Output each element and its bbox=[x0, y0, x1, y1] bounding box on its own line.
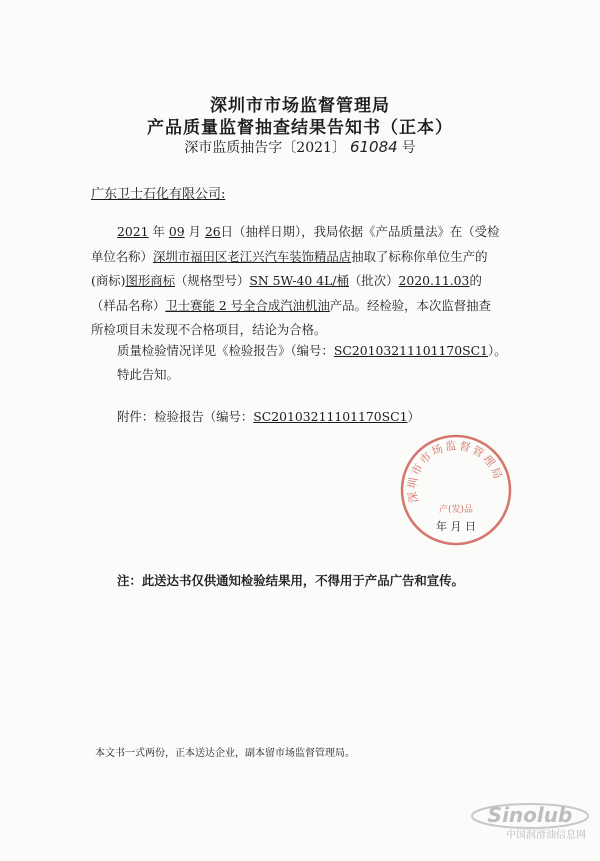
attachment-prefix: 附件：检验报告（编号： bbox=[117, 409, 254, 424]
document-title: 产品质量监督抽查结果告知书（正本） bbox=[147, 118, 453, 138]
report-line-suffix: ）。 bbox=[488, 343, 507, 358]
attachment-report-number: SC20103211101170SC1 bbox=[253, 409, 408, 424]
seal-stamp-label: 产(发)品 bbox=[438, 505, 474, 515]
report-number: SC20103211101170SC1 bbox=[333, 343, 489, 358]
batch: 2020.11.03 bbox=[398, 273, 470, 288]
sampling-day: 26 bbox=[204, 224, 221, 239]
text-batch: （批次） bbox=[348, 273, 399, 288]
watermark-site: 中国润滑油信息网 bbox=[506, 830, 586, 841]
text-year: 年 bbox=[148, 224, 169, 239]
usage-note: 注：此送达书仅供通知检验结果用，不得用于产品广告和宣传。 bbox=[117, 573, 464, 588]
addressee: 广东卫士石化有限公司: bbox=[91, 187, 226, 202]
agency-title: 深圳市市场监督管理局 bbox=[210, 96, 390, 116]
sampling-year: 2021 bbox=[117, 224, 149, 239]
seal-date: 年 月 日 bbox=[436, 520, 476, 533]
watermark-logo: Sinolub bbox=[487, 803, 573, 827]
text-month: 月 bbox=[184, 224, 205, 239]
seal-text: 深圳市市场监督管理局 bbox=[405, 439, 506, 504]
report-line-prefix: 质量检验情况详见《检验报告》（编号： bbox=[117, 343, 334, 358]
sinolub-watermark-icon bbox=[452, 796, 592, 854]
text-sample: 的（样品名称） bbox=[91, 273, 482, 313]
text-spec: （规格型号） bbox=[175, 273, 250, 288]
text-mid: 抽取了标称你单位生产的(商标) bbox=[91, 248, 488, 288]
sampled-unit: 深圳市福田区老江兴汽车装饰精品店 bbox=[152, 248, 352, 264]
doc-number-prefix: 深市监质抽告字〔2021〕 bbox=[184, 140, 346, 156]
brand: 图形商标 bbox=[125, 273, 176, 288]
doc-number-suffix: 号 bbox=[401, 140, 416, 156]
document-number bbox=[0, 137, 600, 157]
special-notice: 特此告知。 bbox=[117, 367, 179, 382]
text-intro: 日（抽样日期），我局依据《产品质量法》在（受检单位名称） bbox=[91, 224, 500, 264]
report-line bbox=[117, 341, 507, 359]
sampling-month: 09 bbox=[168, 224, 185, 239]
attachment-line bbox=[117, 407, 420, 425]
attachment-suffix: ） bbox=[407, 409, 420, 424]
sample-name: 卫士赛能 2 号全合成汽油机油 bbox=[165, 297, 330, 313]
text-result: 产品。经检验，本次监督抽查所检项目未发现不合格项目，结论为合格。 bbox=[91, 297, 491, 337]
spec: SN 5W-40 4L/桶 bbox=[249, 273, 349, 288]
main-paragraph bbox=[91, 220, 501, 343]
doc-number-handwritten: 61084 bbox=[349, 138, 398, 156]
footer-text: 本文书一式两份，正本送达企业，副本留市场监督管理局。 bbox=[95, 748, 355, 759]
official-seal-icon bbox=[398, 432, 514, 548]
